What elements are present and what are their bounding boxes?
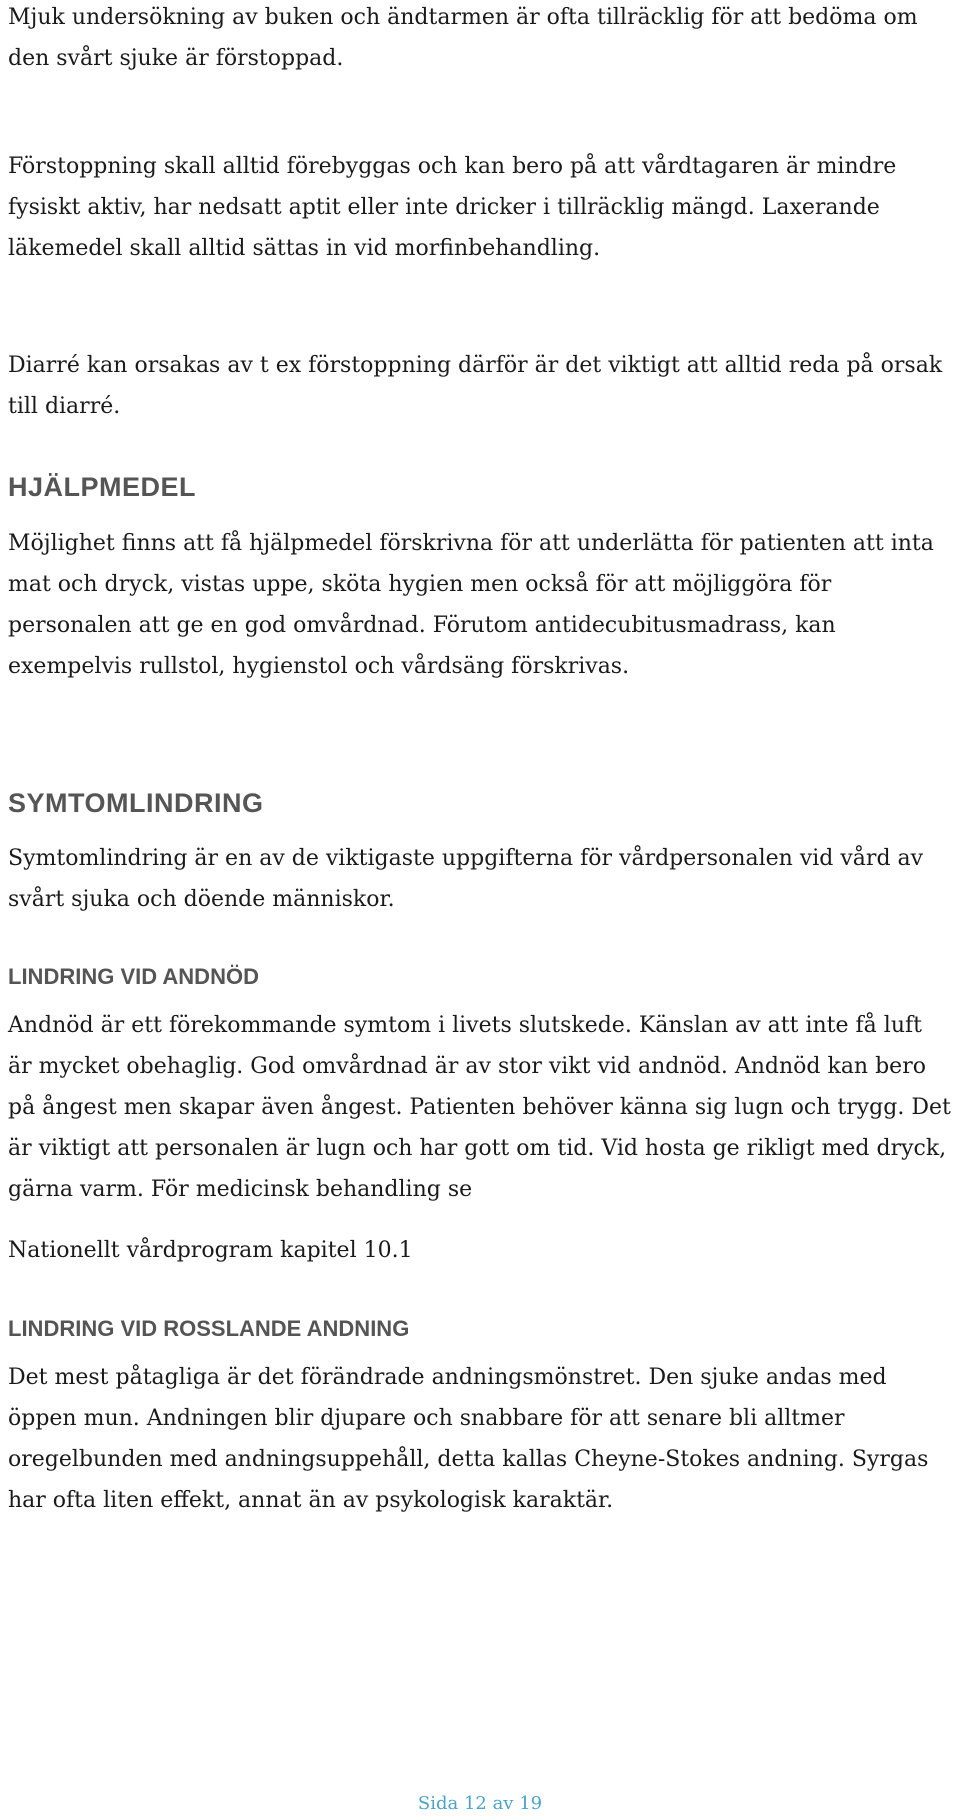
paragraph-hjalpmedel: Möjlighet finns att få hjälpmedel förskrivna för att underlätta för patienten att inta mat och dryck, vistas uppe, sköta hygien men också för att möjliggöra för personalen att ge en god omvårdnad. Förutom antidecubitusmadrass, kan exempelvis rullstol, hygienstol och vårdsäng förskrivas.	[8, 531, 934, 679]
heading-symtomlindring: SYMTOMLINDRING	[8, 788, 264, 818]
paragraph-symtomlindring: Symtomlindring är en av de viktigaste uppgifterna för vårdpersonalen vid vård av svårt sjuka och döende människor.	[8, 846, 924, 912]
heading-hjalpmedel: HJÄLPMEDEL	[8, 472, 197, 502]
paragraph-rosslande-andning: Det mest påtagliga är det förändrade andningsmönstret. Den sjuke andas med öppen mun. Andningen blir djupare och snabbare för att senare bli alltmer oregelbunden med andningsuppehåll, detta kallas Cheyne-Stokes andning. Syrgas har ofta liten effekt, annat än av psykologisk karaktär.	[8, 1365, 929, 1513]
heading-rosslande-andning: LINDRING VID ROSSLANDE ANDNING	[8, 1316, 410, 1341]
reference-vardprogram: Nationellt vårdprogram kapitel 10.1	[8, 1238, 413, 1263]
paragraph-constipation-exam: Mjuk undersökning av buken och ändtarmen är ofta tillräcklig för att bedöma om den svårt sjuke är förstoppad.	[8, 5, 918, 71]
page-number: Sida 12 av 19	[417, 1793, 543, 1814]
paragraph-diarrhea: Diarré kan orsakas av t ex förstoppning därför är det viktigt att alltid reda på orsak till diarré.	[8, 353, 943, 419]
paragraph-andnod: Andnöd är ett förekommande symtom i livets slutskede. Känslan av att inte få luft är mycket obehaglig. God omvårdnad är av stor vikt vid andnöd. Andnöd kan bero på ångest men skapar även ångest. Patienten behöver känna sig lugn och trygg. Det är viktigt att personalen är lugn och har gott om tid. Vid hosta ge rikligt med dryck, gärna varm. För medicinsk behandling se	[8, 1013, 951, 1202]
paragraph-constipation-prevention: Förstoppning skall alltid förebyggas och kan bero på att vårdtagaren är mindre fysiskt aktiv, har nedsatt aptit eller inte dricker i tillräcklig mängd. Laxerande läkemedel skall alltid sättas in vid morfinbehandling.	[8, 154, 897, 261]
heading-andnod: LINDRING VID ANDNÖD	[8, 964, 259, 989]
